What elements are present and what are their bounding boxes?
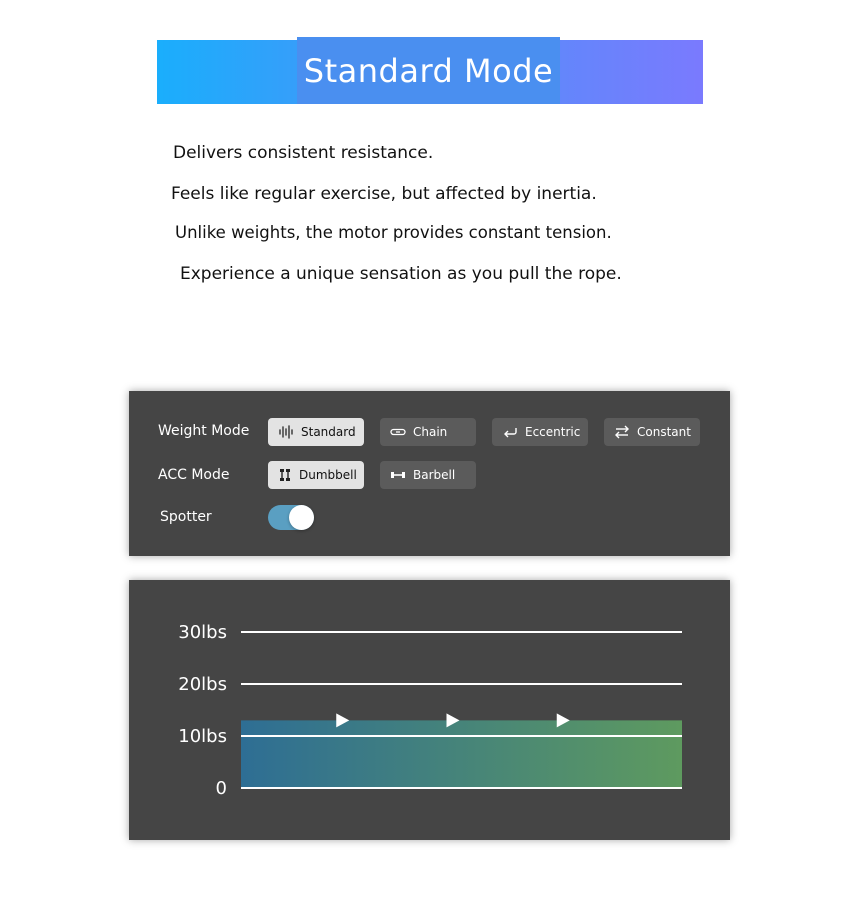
weight-mode-constant-button[interactable]: [604, 418, 700, 446]
weight-mode-label: Weight Mode: [158, 423, 250, 439]
y-tick-label: 30lbs: [178, 622, 227, 643]
weight-mode-eccentric-button[interactable]: [492, 418, 588, 446]
barbell-icon: [390, 471, 406, 479]
return-arrow-icon: [502, 426, 518, 438]
weight-mode-chain-button[interactable]: [380, 418, 476, 446]
title-banner-center: [297, 37, 560, 104]
acc-mode-label: ACC Mode: [158, 467, 230, 483]
acc-mode-barbell-button[interactable]: [380, 461, 476, 489]
option-label: Eccentric: [525, 425, 581, 439]
y-tick-label: 10lbs: [178, 726, 227, 747]
option-label: Dumbbell: [299, 468, 357, 482]
spotter-label: Spotter: [160, 509, 212, 525]
y-tick-label: 20lbs: [178, 674, 227, 695]
option-label: Chain: [413, 425, 448, 439]
weight-mode-standard-button[interactable]: [268, 418, 364, 446]
option-label: Standard: [301, 425, 356, 439]
description-line: Delivers consistent resistance.: [173, 143, 434, 163]
option-label: Barbell: [413, 468, 456, 482]
chain-link-icon: [390, 427, 406, 437]
y-tick-label: 0: [215, 778, 227, 799]
acc-mode-dumbbell-button[interactable]: [268, 461, 364, 489]
dumbbell-icon: [278, 468, 292, 482]
resistance-chart-panel: [129, 580, 730, 840]
description-line: Feels like regular exercise, but affected by inertia.: [171, 184, 597, 204]
toggle-knob: [289, 505, 314, 530]
page-title: Standard Mode: [303, 51, 554, 90]
option-label: Constant: [637, 425, 691, 439]
description-line: Experience a unique sensation as you pull the rope.: [180, 264, 622, 284]
swap-arrows-icon: [614, 425, 630, 439]
spotter-toggle[interactable]: [268, 505, 314, 530]
waveform-icon: [278, 425, 294, 439]
description-line: Unlike weights, the motor provides constant tension.: [175, 223, 612, 242]
